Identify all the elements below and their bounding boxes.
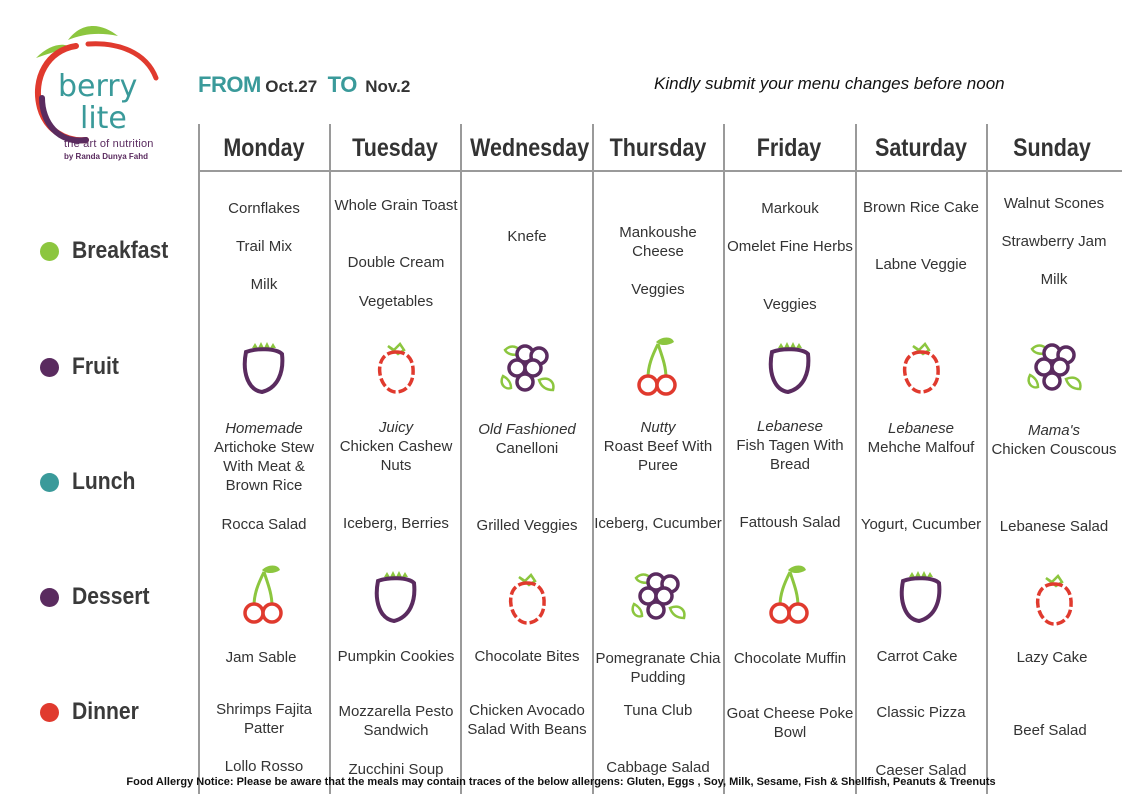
dinner-side: Caeser Salad — [875, 762, 967, 779]
breakfast-dot-icon — [40, 242, 59, 261]
fruit-dot-icon — [40, 358, 59, 377]
breakfast-item: Omelet Fine Herbs — [727, 238, 853, 255]
lunch-main-dish: Canelloni — [495, 440, 559, 457]
from-date: Oct.27 — [265, 77, 318, 96]
cherry-icon — [626, 334, 690, 398]
lunch-side: Yogurt, Cucumber — [860, 516, 982, 533]
lunch-main-adjective: Homemade — [225, 420, 303, 437]
lunch-main — [594, 418, 722, 475]
day-header-monday: Monday — [223, 134, 305, 162]
lunch-main — [463, 420, 591, 458]
lunch-side: Grilled Veggies — [476, 517, 578, 534]
meal-label-breakfast — [40, 236, 181, 266]
dessert-item: Chocolate Bites — [474, 648, 580, 665]
raspberry-icon — [1022, 568, 1086, 632]
raspberry-icon — [495, 567, 559, 631]
dessert-item: Carrot Cake — [876, 648, 958, 665]
lunch-main — [726, 417, 854, 474]
header-rule — [198, 170, 1122, 172]
logo-tagline: the art of nutrition — [64, 138, 154, 150]
breakfast-item: Veggies — [763, 296, 817, 313]
lunch-side: Rocca Salad — [221, 516, 307, 533]
day-header-friday: Friday — [756, 134, 822, 162]
dinner-main: Goat Cheese Poke Bowl — [726, 705, 854, 741]
to-date: Nov.2 — [365, 77, 411, 96]
cherry-icon — [232, 562, 296, 626]
lunch-main — [990, 421, 1118, 459]
breakfast-item: Trail Mix — [235, 238, 293, 255]
column-divider — [723, 124, 725, 794]
breakfast-item: Veggies — [631, 281, 685, 298]
breakfast-item: Markouk — [761, 200, 819, 217]
lunch-main-dish: Artichoke Stew With Meat & Brown Rice — [213, 439, 315, 494]
dessert-dot-icon — [40, 588, 59, 607]
allergy-notice: Food Allergy Notice: Please be aware that the meals may contain traces of the below allergens: Gluten, Eggs , Soy, Milk, Sesame, Fish & Shellfish, Peanuts & Treenuts — [126, 776, 996, 788]
raspberry-icon — [364, 336, 428, 400]
breakfast-item: Cornflakes — [228, 200, 300, 217]
lunch-main-adjective: Lebanese — [888, 420, 954, 437]
to-label: TO — [327, 72, 357, 97]
grapes-icon — [495, 336, 559, 400]
meal-label-dessert — [40, 582, 160, 612]
meal-label-text: Fruit — [72, 353, 119, 380]
breakfast-item: Milk — [1040, 271, 1068, 288]
lunch-main-adjective: Juicy — [378, 419, 414, 436]
svg-text:lite: lite — [80, 101, 127, 136]
svg-text:berry: berry — [58, 69, 138, 104]
berry-icon — [232, 336, 296, 400]
breakfast-item: Mankoushe Cheese — [619, 224, 697, 260]
dessert-item: Pomegranate Chia Pudding — [595, 650, 721, 686]
day-header-saturday: Saturday — [874, 134, 967, 162]
breakfast-item: Knefe — [507, 228, 547, 245]
cherry-icon — [758, 562, 822, 626]
breakfast-item: Walnut Scones — [1003, 195, 1105, 212]
meal-label-text: Breakfast — [72, 237, 169, 264]
lunch-main-dish: Fish Tagen With Bread — [736, 437, 844, 473]
dessert-item: Lazy Cake — [1016, 649, 1088, 666]
logo-byline: by Randa Dunya Fahd — [64, 152, 149, 161]
lunch-dot-icon — [40, 473, 59, 492]
dinner-main: Shrimps Fajita Patter — [216, 701, 312, 737]
dinner-main: Beef Salad — [1013, 722, 1087, 739]
raspberry-icon — [889, 336, 953, 400]
breakfast-item: Whole Grain Toast — [334, 197, 458, 214]
column-divider — [986, 124, 988, 794]
dinner-main: Mozzarella Pesto Sandwich — [338, 703, 454, 739]
day-header-sunday: Sunday — [1013, 134, 1091, 162]
breakfast-item: Vegetables — [358, 293, 434, 310]
dessert-item: Chocolate Muffin — [733, 650, 847, 667]
breakfast-item: Strawberry Jam — [1001, 233, 1107, 250]
column-divider — [855, 124, 857, 794]
lunch-main-dish: Roast Beef With Puree — [603, 438, 713, 474]
lunch-main-dish: Mehche Malfouf — [867, 439, 975, 456]
meal-label-text: Lunch — [72, 468, 136, 495]
grapes-icon — [626, 564, 690, 628]
dinner-main: Chicken Avocado Salad With Beans — [467, 702, 587, 738]
grapes-icon — [1022, 335, 1086, 399]
period-header — [198, 72, 410, 98]
breakfast-item: Milk — [250, 276, 278, 293]
lunch-main-adjective: Lebanese — [757, 418, 823, 435]
dinner-side: Zucchini Soup — [348, 761, 444, 778]
dessert-item: Pumpkin Cookies — [337, 648, 455, 665]
breakfast-item: Double Cream — [347, 254, 445, 271]
meal-label-text: Dessert — [72, 583, 150, 610]
meal-label-lunch — [40, 467, 144, 497]
lunch-main — [332, 418, 460, 475]
lunch-side: Fattoush Salad — [739, 514, 841, 531]
dinner-main: Tuna Club — [623, 702, 693, 719]
column-divider — [329, 124, 331, 794]
day-header-thursday: Thursday — [609, 134, 707, 162]
lunch-main-adjective: Nutty — [640, 419, 676, 436]
meal-label-fruit — [40, 352, 125, 382]
breakfast-item: Brown Rice Cake — [863, 199, 979, 216]
meal-label-text: Dinner — [72, 698, 139, 725]
lunch-side: Lebanese Salad — [999, 518, 1109, 535]
lunch-main-adjective: Mama's — [1027, 422, 1081, 439]
berry-icon — [364, 565, 428, 629]
breakfast-item: Labne Veggie — [875, 256, 967, 273]
submission-notice: Kindly submit your menu changes before noon — [654, 74, 1005, 93]
lunch-main-dish: Chicken Cashew Nuts — [339, 438, 453, 474]
lunch-side: Iceberg, Berries — [343, 515, 449, 532]
from-label: FROM — [198, 72, 261, 97]
berry-icon — [889, 565, 953, 629]
lunch-main — [200, 419, 328, 495]
day-header-wednesday: Wednesday — [470, 134, 590, 162]
berry-icon — [758, 336, 822, 400]
lunch-side: Iceberg, Cucumber — [594, 515, 722, 532]
lunch-main-adjective: Old Fashioned — [478, 421, 576, 438]
column-divider — [460, 124, 462, 794]
dinner-main: Classic Pizza — [876, 704, 966, 721]
dinner-dot-icon — [40, 703, 59, 722]
lunch-main-dish: Chicken Couscous — [991, 441, 1117, 458]
dinner-side: Cabbage Salad — [606, 759, 710, 776]
day-header-tuesday: Tuesday — [352, 134, 438, 162]
dinner-side: Lollo Rosso — [224, 758, 304, 775]
dessert-item: Jam Sable — [225, 649, 297, 666]
meal-label-dinner — [40, 697, 148, 727]
lunch-main — [857, 419, 985, 457]
